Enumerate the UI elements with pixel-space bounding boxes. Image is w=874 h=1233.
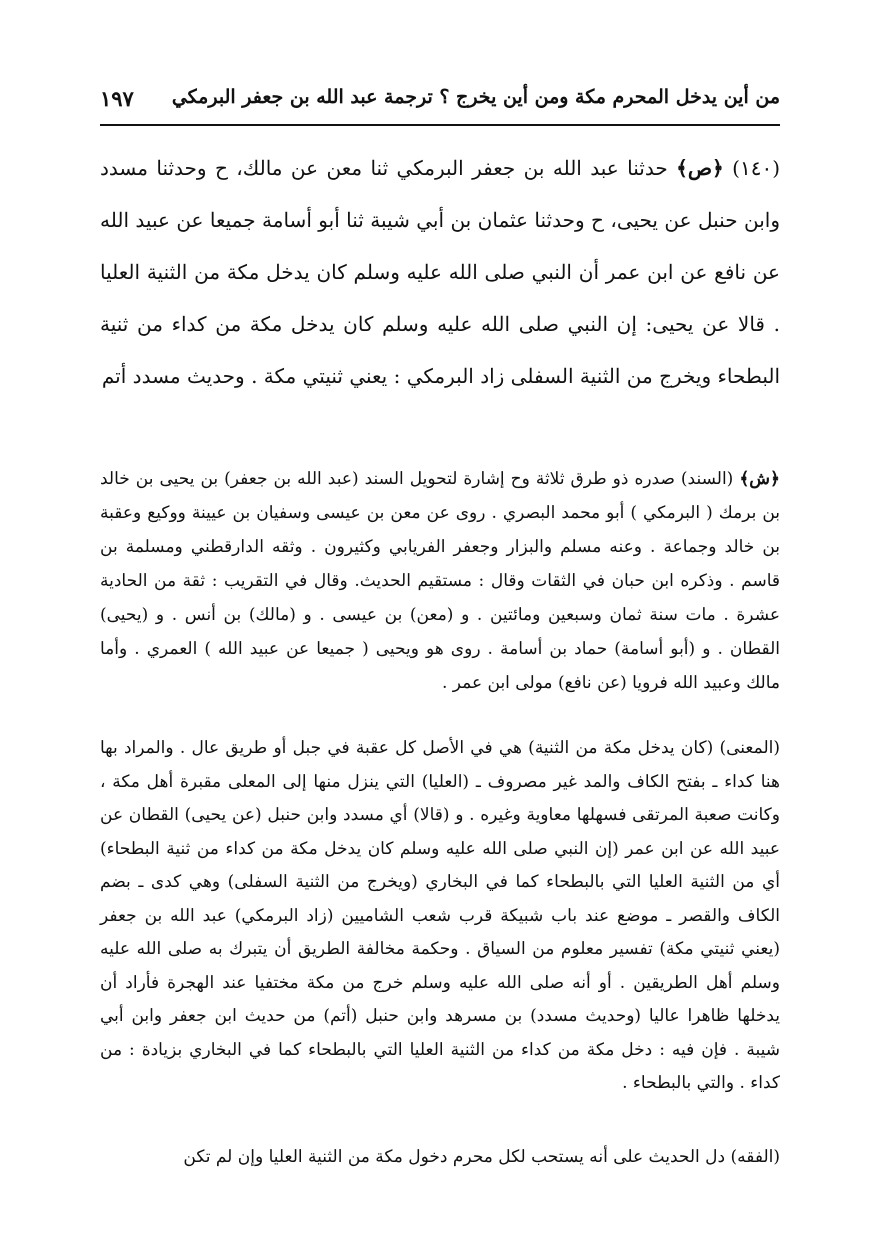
hadith-text: حدثنا عبد الله بن جعفر البرمكي ثنا معن عن مالك، ح وحدثنا مسدد وابن حنبل عن يحيى، ح وحدثنا عثمان بن أبي شيبة ثنا أبو أسامة جميعا عن عبيد الله عن نافع عن ابن عمر أن النبي صلى الله عليه وسلم كان يدخل مكة من الثنية العليا . قالا عن يحيى: إن النبي صلى الله عليه وسلم كان يدخل مكة من كداء من ثنية البطحاء ويخرج من الثنية السفلى زاد البرمكي : يعني ثنيتي مكة . وحديث مسدد أتم bbox=[100, 156, 780, 388]
sanad-section bbox=[100, 462, 780, 700]
page-number: ١٩٧ bbox=[100, 86, 134, 111]
hadith-section bbox=[100, 142, 780, 402]
meaning-section bbox=[100, 732, 780, 1101]
fiqh-section bbox=[100, 1140, 780, 1174]
meaning-paragraph: (المعنى) (كان يدخل مكة من الثنية) هي في الأصل كل عقبة في جبل أو طريق عال . والمراد بها هنا كداء ـ بفتح الكاف والمد غير مصروف ـ (العليا) التي ينزل منها إلى المعلى مقبرة أهل مكة ، وكانت صعبة المرتقى فسهلها معاوية وغيره . و (قالا) أي مسدد وابن حنبل (عن يحيى) القطان عن عبيد الله عن ابن عمر (إن النبي صلى الله عليه وسلم كان يدخل مكة من كداء من ثنية البطحاء) أي من الثنية العليا التي بالبطحاء كما في البخاري (ويخرج من الثنية السفلى) وهي كدى ـ بضم الكاف والقصر ـ موضع عند باب شبيكة قرب شعب الشاميين (زاد البرمكي) عبد الله بن جعفر (يعني ثنيتي مكة) تفسير معلوم من السياق . وحكمة مخالفة الطريق أن يتبرك به صلى الله عليه وسلم أهل الطريقين . أو أنه صلى الله عليه وسلم خرج من مكة مختفيا عند الهجرة فأراد أن يدخلها ظاهرا عاليا (وحديث مسدد) بن مسرهد وابن حنبل (أتم) من حديث ابن جعفر وابن أبي شيبة . فإن فيه : دخل مكة من كداء من الثنية العليا التي بالبطحاء كما في البخاري بزيادة : من كداء . والتي بالبطحاء . bbox=[100, 738, 780, 1093]
running-title: من أين يدخل المحرم مكة ومن أين يخرج ؟ ترجمة عبد الله بن جعفر البرمكي bbox=[171, 86, 780, 108]
fiqh-paragraph: (الفقه) دل الحديث على أنه يستحب لكل محرم دخول مكة من الثنية العليا وإن لم تكن bbox=[183, 1147, 780, 1167]
header-divider bbox=[100, 124, 780, 126]
sanad-paragraph bbox=[100, 462, 780, 700]
page-header bbox=[100, 86, 780, 120]
hadith-number: (١٤٠) bbox=[732, 156, 780, 180]
hadith-marker: ﴿ص﴾ bbox=[676, 156, 724, 180]
commentary-marker: ﴿ش﴾ bbox=[739, 469, 780, 489]
sanad-text: (السند) صدره ذو طرق ثلاثة وح إشارة لتحويل السند (عبد الله بن جعفر) بن يحيى بن خالد بن برمك ( البرمكي ) أبو محمد البصري . روى عن معن بن عيسى وسفيان بن عيينة ووكيع وعقبة بن خالد وجماعة . وعنه مسلم والبزار وجعفر الفريابي وكثيرون . وثقه الدارقطني ومسلمة بن قاسم . وذكره ابن حبان في الثقات وقال : مستقيم الحديث. وقال في التقريب : ثقة من الحادية عشرة . مات سنة ثمان وسبعين ومائتين . و (معن) بن عيسى . و (مالك) بن أنس . و (يحيى) القطان . و (أبو أسامة) حماد بن أسامة . روى هو ويحيى ( جميعا عن عبيد الله ) العمري . وأما مالك وعبيد الله فرويا (عن نافع) مولى ابن عمر . bbox=[100, 469, 780, 693]
hadith-paragraph bbox=[100, 142, 780, 402]
